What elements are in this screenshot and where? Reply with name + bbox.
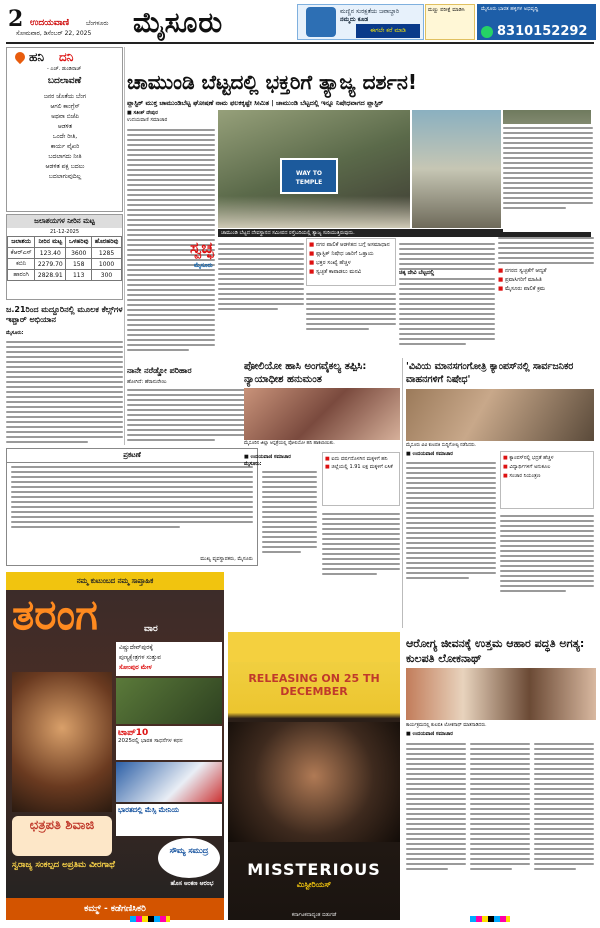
health-photo xyxy=(406,668,596,720)
notice-footer: ಮುಖ್ಯ ವ್ಯವಸ್ಥಾಪಕರು, ಮೈಸೂರು xyxy=(200,556,253,562)
notice-title: ಪ್ರಕಟಣೆ xyxy=(7,449,257,463)
list-item: ■ ಸ್ವಚ್ಛತೆ ಕಾಪಾಡಲು ಮನವಿ xyxy=(309,269,362,275)
movie-footer: ಕರ್ನಾಟಕದಾದ್ಯಂತ ಬಿಡುಗಡೆ xyxy=(291,912,337,918)
new-series-label: ಹೊಸ ಅಂಕಣ ಆರಂಭ xyxy=(170,880,214,887)
taranga-footer: ಕಮ್ಮ್ - ಕಡೆಗಣಿಸಿಕರಿ xyxy=(6,898,224,920)
health-headline: ಆರೋಗ್ಯ ಜೀವನಕ್ಕೆ ಉತ್ತಮ ಆಹಾರ ಪದ್ಧತಿ ಅಗತ್ಯ: ಕುಲಪತಿ ಲೋಕನಾಥ್ xyxy=(406,637,585,665)
taranga-subtitle: ವಾರ xyxy=(144,624,158,634)
brand-name: ಉದಯವಾಣಿ xyxy=(30,18,70,28)
taranga-bull-photo xyxy=(116,678,222,724)
list-item: ■ ಪ್ಲಾಸ್ಟಿಕ್ ನಿಷೇಧ ಜಾರಿಗೆ ಒತ್ತಾಯ xyxy=(309,251,374,257)
ban-headline: 'ವಿವಿಯ ಮಾನಸಗಂಗೋತ್ರಿ ಕ್ಯಾಂಪಸ್‌ನಲ್ಲಿ ಸಾರ್ವಜನಿಕರ ವಾಹನಗಳಿಗೆ ನಿಷೇಧ' xyxy=(406,361,574,385)
health-body-3 xyxy=(534,740,594,873)
header-ad-soil: ಮಣ್ಣಿನ ಸುರಕ್ಷತೆಯ ಜವಾಬ್ದಾರಿ ನಮ್ಮದು ಕೂಡ ಈಗಲೇ ಕರೆ ಮಾಡಿ xyxy=(297,4,424,40)
list-item: ■ ಮೈಸೂರು ಪಾಲಿಕೆ ಕ್ರಮ xyxy=(498,286,546,292)
taranga-messi: ಭಾರತದಲ್ಲಿ ಮೆಸ್ಸಿ ಮೇನಿಯ xyxy=(116,804,222,836)
polio-headline: ಪೋಲಿಯೋ ಹಾಸಿ ಅಂಗವೈಕಲ್ಯ ತಪ್ಪಿಸಿ: ನ್ಯಾಯಾಧೀಶ ಹನುಮಂತ xyxy=(244,361,367,385)
ban-photo xyxy=(406,389,594,441)
ban-byline: ■ ಉದಯವಾಣಿ ಸಮಾಚಾರ xyxy=(406,451,453,457)
movie-title-kannada: ಮಿಸ್ಟೀರಿಯಸ್ xyxy=(296,880,332,889)
shivaji-illustration xyxy=(12,672,112,812)
main-body-col3 xyxy=(306,290,396,333)
table-row: ಕೆಆರ್‌ಎಸ್ 123.40 3600 1285 xyxy=(8,248,122,259)
main-body-col2 xyxy=(218,240,304,313)
notice-body xyxy=(11,463,253,531)
poem-title: ಬದಲಾವಣೆ xyxy=(47,76,82,86)
main-side-body xyxy=(503,124,593,212)
shivaji-title: ಛತ್ರಪತಿ ಶಿವಾಜಿ xyxy=(12,816,112,856)
taranga-title: ತರಂಗ xyxy=(12,590,98,639)
main-headline: ಚಾಮುಂಡಿ ಬೆಟ್ಟದಲ್ಲಿ ಭಕ್ತರಿಗೆ ತ್ಯಾಜ್ಯ ದರ್ಶನ! xyxy=(127,70,418,94)
phone-icon xyxy=(306,7,336,37)
header-ad-phone: ಮೈಸೂರು ಭಾರತ ಹಳ್ಳಿಗಳ ಅಭಿವೃದ್ಧಿ 8310152292 xyxy=(477,4,596,40)
left-story-body xyxy=(6,338,123,446)
list-item: ■ ಐದು ವರ್ಷದೊಳಗಿನ ಮಕ್ಕಳಿಗೆ ಹನಿ xyxy=(325,456,388,462)
polio-caption: ಮೈಸೂರಿನ ಜಿಲ್ಲಾ ಆಸ್ಪತ್ರೆಯಲ್ಲಿ ಪೋಲಿಯೋ ಹನಿ ಹಾಕಲಾಯಿತು. xyxy=(244,441,335,446)
health-body-1 xyxy=(406,740,466,873)
header-ad-middle: ಮಣ್ಣು ಪರೀಕ್ಷೆ ಮಾಡಿಸಿ xyxy=(425,4,475,40)
taranga-box-1: ವಿಷ್ಣುದೇವ್‌ಪುರಕ್ಕೆ ಪುಣ್ಯಕ್ಷೇತ್ರಗಳ ಸುತ್ತುವ ಸೋಂಪುರ ಮೇಳ xyxy=(116,642,222,676)
polio-body-1 xyxy=(262,468,317,556)
ban-bullets xyxy=(500,451,594,509)
whatsapp-icon xyxy=(481,26,493,38)
main-byline-2: ಉದಯವಾಣಿ ಸಮಾಚಾರ xyxy=(127,117,168,123)
main-side-bullets xyxy=(498,234,594,322)
taranga-ad xyxy=(6,572,224,920)
polio-body-2 xyxy=(322,510,400,578)
main-photo-2 xyxy=(412,110,501,228)
main-subhead: ಪ್ಲಾಸ್ಟಿಕ್ ಮುಕ್ತ ಚಾಮುಂಡಿಬೆಟ್ಟ ಘೋಷಣೆ ನಾಮ ಫಲಕಕ್ಕಷ್ಟೇ ಸೀಮಿತ | ಚಾಮುಂಡಿ ಬೆಟ್ಟದಲ್ಲಿ ಇನ್ನೂ ನಿಷೇಧವಾಗದ ಪ್ಲಾಸ್ಟಿಕ್ xyxy=(127,99,384,107)
polio-dateline: ಮೈಸೂರು: xyxy=(244,461,262,467)
swachh-title: ಸ್ವಚ್ಛ xyxy=(190,238,214,257)
brand-city: ಬೆಂಗಳೂರು xyxy=(86,20,109,27)
main-bullets xyxy=(306,238,396,286)
honey-drop-icon xyxy=(13,50,27,64)
taranga-team-photo xyxy=(116,762,222,802)
main-photo-caption: ಚಾಮುಂಡಿ ಬೆಟ್ಟದ ದೇವಸ್ಥಾನದ ಸಮೀಪದ ರಸ್ತೆಬದಿಯಲ್ಲಿ ತ್ಯಾಜ್ಯ ಸುರಿಯುತ್ತಿರುವುದು. xyxy=(218,229,591,237)
reservoir-title: ಜಲಾಶಯಗಳ ನೀರಿನ ಮಟ್ಟ xyxy=(7,215,122,228)
swachh-subtitle: ಮೈಸೂರು xyxy=(194,262,213,269)
section-title: ಮೈಸೂರು xyxy=(133,6,224,39)
movie-logos-strip xyxy=(228,632,400,662)
list-item: ■ ಸಂಚಾರ ನಿಯಂತ್ರಣ xyxy=(503,473,541,479)
ban-body-2 xyxy=(500,512,594,595)
naanu-dateline: ಹೋಗಿದೆ: ಹೆರಾನುರೇಣು xyxy=(127,379,167,385)
ban-caption: ಮೈಸೂರು ವಿವಿ ಕುಲಪತಿ ಸುದ್ದಿಗೋಷ್ಠಿ ನಡೆಸಿದರು. xyxy=(406,443,477,448)
list-item: ■ ಕ್ಯಾಂಪಸ್‌ನಲ್ಲಿ ಭದ್ರತೆ ಹೆಚ್ಚಳ xyxy=(503,455,554,461)
list-item: ■ ನಗರ ಪಾಲಿಕೆ ಆಡಳಿತದ ಬಗ್ಗೆ ಅಸಮಾಧಾನ xyxy=(309,242,390,248)
movie-title: MISSTERIOUS xyxy=(247,860,381,879)
list-item: ■ ಭಕ್ತರ ಸಂಖ್ಯೆ ಹೆಚ್ಚಳ xyxy=(309,260,351,266)
health-body-2 xyxy=(470,740,530,873)
reservoir-table xyxy=(7,236,122,281)
polio-byline: ■ ಉದಯವಾಣಿ ಸಮಾಚಾರ xyxy=(244,454,291,460)
reservoir-date: 21-12-2025 xyxy=(49,229,80,235)
main-subheading-2: ಚಿಕ್ಕ ದೇವಿ ಬೆಟ್ಟದಲ್ಲಿ xyxy=(399,270,495,277)
main-photo-trash xyxy=(218,110,410,228)
ad-phone-number: 8310152292 xyxy=(497,24,588,39)
movie-release: RELEASING ON 25 TH DECEMBER xyxy=(248,672,380,698)
main-body-col4 xyxy=(399,240,495,348)
polio-photo xyxy=(244,388,400,440)
left-story-dateline: ಮೈಸೂರು: xyxy=(6,330,24,336)
list-item: ■ ನಗರದ ಸ್ವಚ್ಛತೆಗೆ ಆದ್ಯತೆ xyxy=(498,268,547,274)
page-number: 2 xyxy=(8,6,24,32)
movie-ad xyxy=(228,632,400,920)
issue-date: ಸೋಮವಾರ, ಡಿಸೆಂಬರ್ 22, 2025 xyxy=(16,30,92,37)
polio-bullets xyxy=(322,452,400,506)
naanu-headline: ನಾನೇ ನರೆಡ್ಡೋ ಪರಿಹಾರ xyxy=(127,366,192,375)
naanu-body xyxy=(127,386,252,444)
health-byline: ■ ಉದಯವಾಣಿ ಸಮಾಚಾರ xyxy=(406,731,453,737)
poem-lines: ಜನರ ಜೊತೆಯ ಬೆಂಗ ಆಗಲಿ ಕಾಂಗ್ರೆಸ್ ಅಥವಾ ಬಿಜೆಪಿ ಆಡಳಿತ ಒಂದೇ ರೀತಿ, ಕಾರ್ಯ ವೈಖರಿ ಬದಲಾಗದು ನೀತಿ ಆಡಳಿತ ಪಕ್ಷ ಬದಲು ಬದಲಾಗುವುದಿಲ್ಲ xyxy=(43,93,87,180)
reservoir-box xyxy=(6,214,123,300)
table-header-row: ಜಲಾಶಯ ನೀರಿನ ಮಟ್ಟ ಒಳಹರಿವು ಹೊರಹರಿವು xyxy=(8,237,122,248)
left-story-headline: ಜ.21ರಿಂದ ಮದ್ದೂರಿನಲ್ಲಿ ಮೂಲಕ ಕೆಲ್ಸ್‌ಗಳ ಇಫ್ತಾರ್ ಅಭಿಯಾನ xyxy=(6,305,123,324)
shivaji-subtitle: ಸ್ವರಾಜ್ಯ ಸಂಕಲ್ಪದ ಅಪ್ರತಿಮ ವೀರಗಾಥೆ xyxy=(12,860,115,870)
masthead-left xyxy=(8,6,123,36)
soumya-badge: ಸೌಮ್ಯ ಸಮುದ್ರ xyxy=(158,838,220,878)
list-item: ■ ಜಿಲ್ಲೆಯಲ್ಲಿ 1.91 ಲಕ್ಷ ಮಕ್ಕಳಿಗೆ ಲಸಿಕೆ xyxy=(325,464,393,470)
movie-poster-art xyxy=(228,722,400,842)
notice-box xyxy=(6,448,258,566)
header-rule xyxy=(6,42,594,44)
registration-marks-left xyxy=(130,916,170,922)
taranga-tagline: ನಮ್ಮ ಕುಟುಂಬದ ನಮ್ಮ ಸಾಪ್ತಾಹಿಕ xyxy=(6,572,224,590)
registration-marks-right xyxy=(470,916,510,922)
taranga-top10-box: ಟಾಪ್10 2025ರಲ್ಲಿ ಭಾರತ ಸಾಧನೆಗಳ ಕಥನ xyxy=(116,726,222,760)
list-item: ■ ವಿದ್ಯಾರ್ಥಿಗಳಿಗೆ ಅನುಕೂಲ xyxy=(503,464,551,470)
list-item: ■ ಪ್ರವಾಸಿಗರಿಗೆ ಮಾಹಿತಿ xyxy=(498,277,542,283)
honey-dani-box: ಹನಿ ದನಿ - ಎಚ್. ಡುಂಡಿರಾಜ್ ಬದಲಾವಣೆ ಜನರ ಜೊತೆಯ ಬೆಂಗ ಆಗಲಿ ಕಾಂಗ್ರೆಸ್ ಅಥವಾ ಬಿಜೆಪಿ ಆಡಳಿತ ಒಂದೇ ರೀತಿ, ಕಾರ್ಯ ವೈಖರಿ ಬದಲಾಗದು ನೀತಿ ಆಡಳಿತ ಪಕ್ಷ ಬದಲು ಬದಲಾಗುವುದಿಲ್ಲ xyxy=(6,47,123,212)
ban-body-1 xyxy=(406,459,496,582)
main-byline: ■ ಸತೀಶ್ ದೇಪುರ xyxy=(127,110,158,116)
temple-sign: WAY TO TEMPLE xyxy=(280,158,338,194)
table-row: ಹಾರಂಗಿ 2828.91 113 300 xyxy=(8,270,122,281)
table-row: ಕಬಿನಿ 2279.70 158 1000 xyxy=(8,259,122,270)
health-caption: ಕಾರ್ಯಕ್ರಮದಲ್ಲಿ ಕುಲಪತಿ ಲೋಕನಾಥ್ ಮಾತನಾಡಿದರು. xyxy=(406,723,487,728)
